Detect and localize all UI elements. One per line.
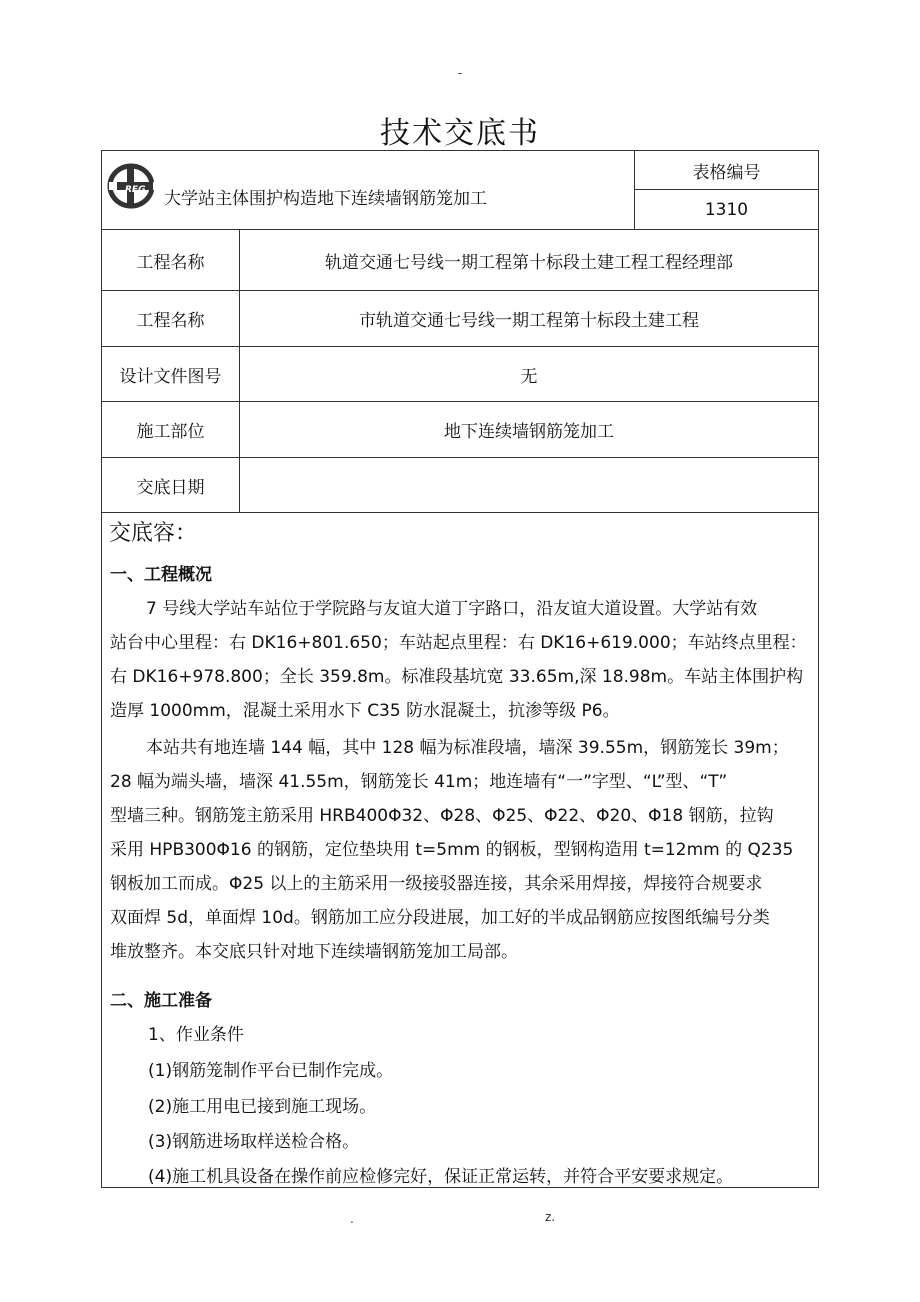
list-item: (2)施工用电已接到施工现场。: [148, 1097, 377, 1117]
text-line: 钢板加工而成。Φ25 以上的主筋采用一级接驳器连接，其余采用焊接，焊接符合规要求: [110, 874, 763, 894]
row-label: 交底日期: [136, 477, 205, 498]
sub-heading: 1、作业条件: [148, 1025, 244, 1045]
svg-text:REG: REG: [125, 185, 146, 195]
text-line: 采用 HPB300Φ16 的钢筋，定位垫块用 t=5mm 的钢板，型钢构造用 t=12mm 的 Q235: [110, 840, 794, 860]
header-mark: -: [457, 66, 463, 80]
footer-right-mark: z.: [545, 1210, 556, 1224]
paragraph: [110, 592, 810, 728]
document-name: 大学站主体围护构造地下连续墙钢筋笼加工: [164, 189, 487, 209]
list-item: (1)钢筋笼制作平台已制作完成。: [148, 1061, 394, 1081]
list-item: (4)施工机具设备在操作前应检修完好，保证正常运转，并符合平安要求规定。: [148, 1167, 734, 1187]
form-number-value: 1310: [704, 199, 749, 220]
text-line: 堆放整齐。本交底只针对地下连续墙钢筋笼加工局部。: [110, 942, 518, 962]
list-item: (3)钢筋进场取样送检合格。: [148, 1132, 360, 1152]
divider: [101, 512, 819, 513]
content-title: 交底容：: [109, 521, 198, 546]
row-label: 设计文件图号: [119, 366, 222, 387]
row-label: 施工部位: [136, 422, 205, 442]
section-heading: 二、施工准备: [110, 991, 212, 1011]
paragraph: [110, 731, 810, 969]
text-line: 双面焊 5d，单面焊 10d。钢筋加工应分段进展，加工好的半成品钢筋应按图纸编号分类: [110, 908, 770, 928]
text-line: 7 号线大学站车站位于学院路与友谊大道丁字路口，沿友谊大道设置。大学站有效: [146, 599, 758, 619]
text-line: 站台中心里程：右 DK16+801.650；车站起点里程：右 DK16+619.000；车站终点里程：: [110, 633, 807, 653]
text-line: 28 幅为端头墙，墙深 41.55m，钢筋笼长 41m；地连墙有“一”字型、“L”型、“T”: [110, 772, 728, 792]
row-value: 市轨道交通七号线一期工程第十标段土建工程: [359, 311, 699, 331]
footer-left-mark: .: [350, 1212, 354, 1226]
text-line: 型墙三种。钢筋笼主筋采用 HRB400Φ32、Φ28、Φ25、Φ22、Φ20、Φ18 钢筋，拉钩: [110, 806, 774, 826]
row-label: 工程名称: [136, 311, 205, 331]
page-title: 技术交底书: [380, 116, 540, 151]
row-value: 无: [520, 366, 538, 387]
row-value: 地下连续墙钢筋笼加工: [444, 422, 614, 442]
section-heading: 一、工程概况: [110, 565, 212, 585]
text-line: 本站共有地连墙 144 幅，其中 128 幅为标准段墙，墙深 39.55m，钢筋笼长 39m；: [146, 738, 789, 758]
form-number-label: 表格编号: [692, 162, 761, 183]
text-line: 造厚 1000mm，混凝土采用水下 C35 防水混凝土，抗渗等级 P6。: [110, 701, 620, 721]
text-line: 右 DK16+978.800；全长 359.8m。标准段基坑宽 33.65m,深 18.98m。车站主体围护构: [110, 667, 804, 687]
company-logo-icon: [107, 162, 165, 210]
row-value: [240, 458, 818, 512]
row-label: 工程名称: [136, 252, 205, 273]
row-value: 轨道交通七号线一期工程第十标段土建工程工程经理部: [325, 252, 733, 273]
